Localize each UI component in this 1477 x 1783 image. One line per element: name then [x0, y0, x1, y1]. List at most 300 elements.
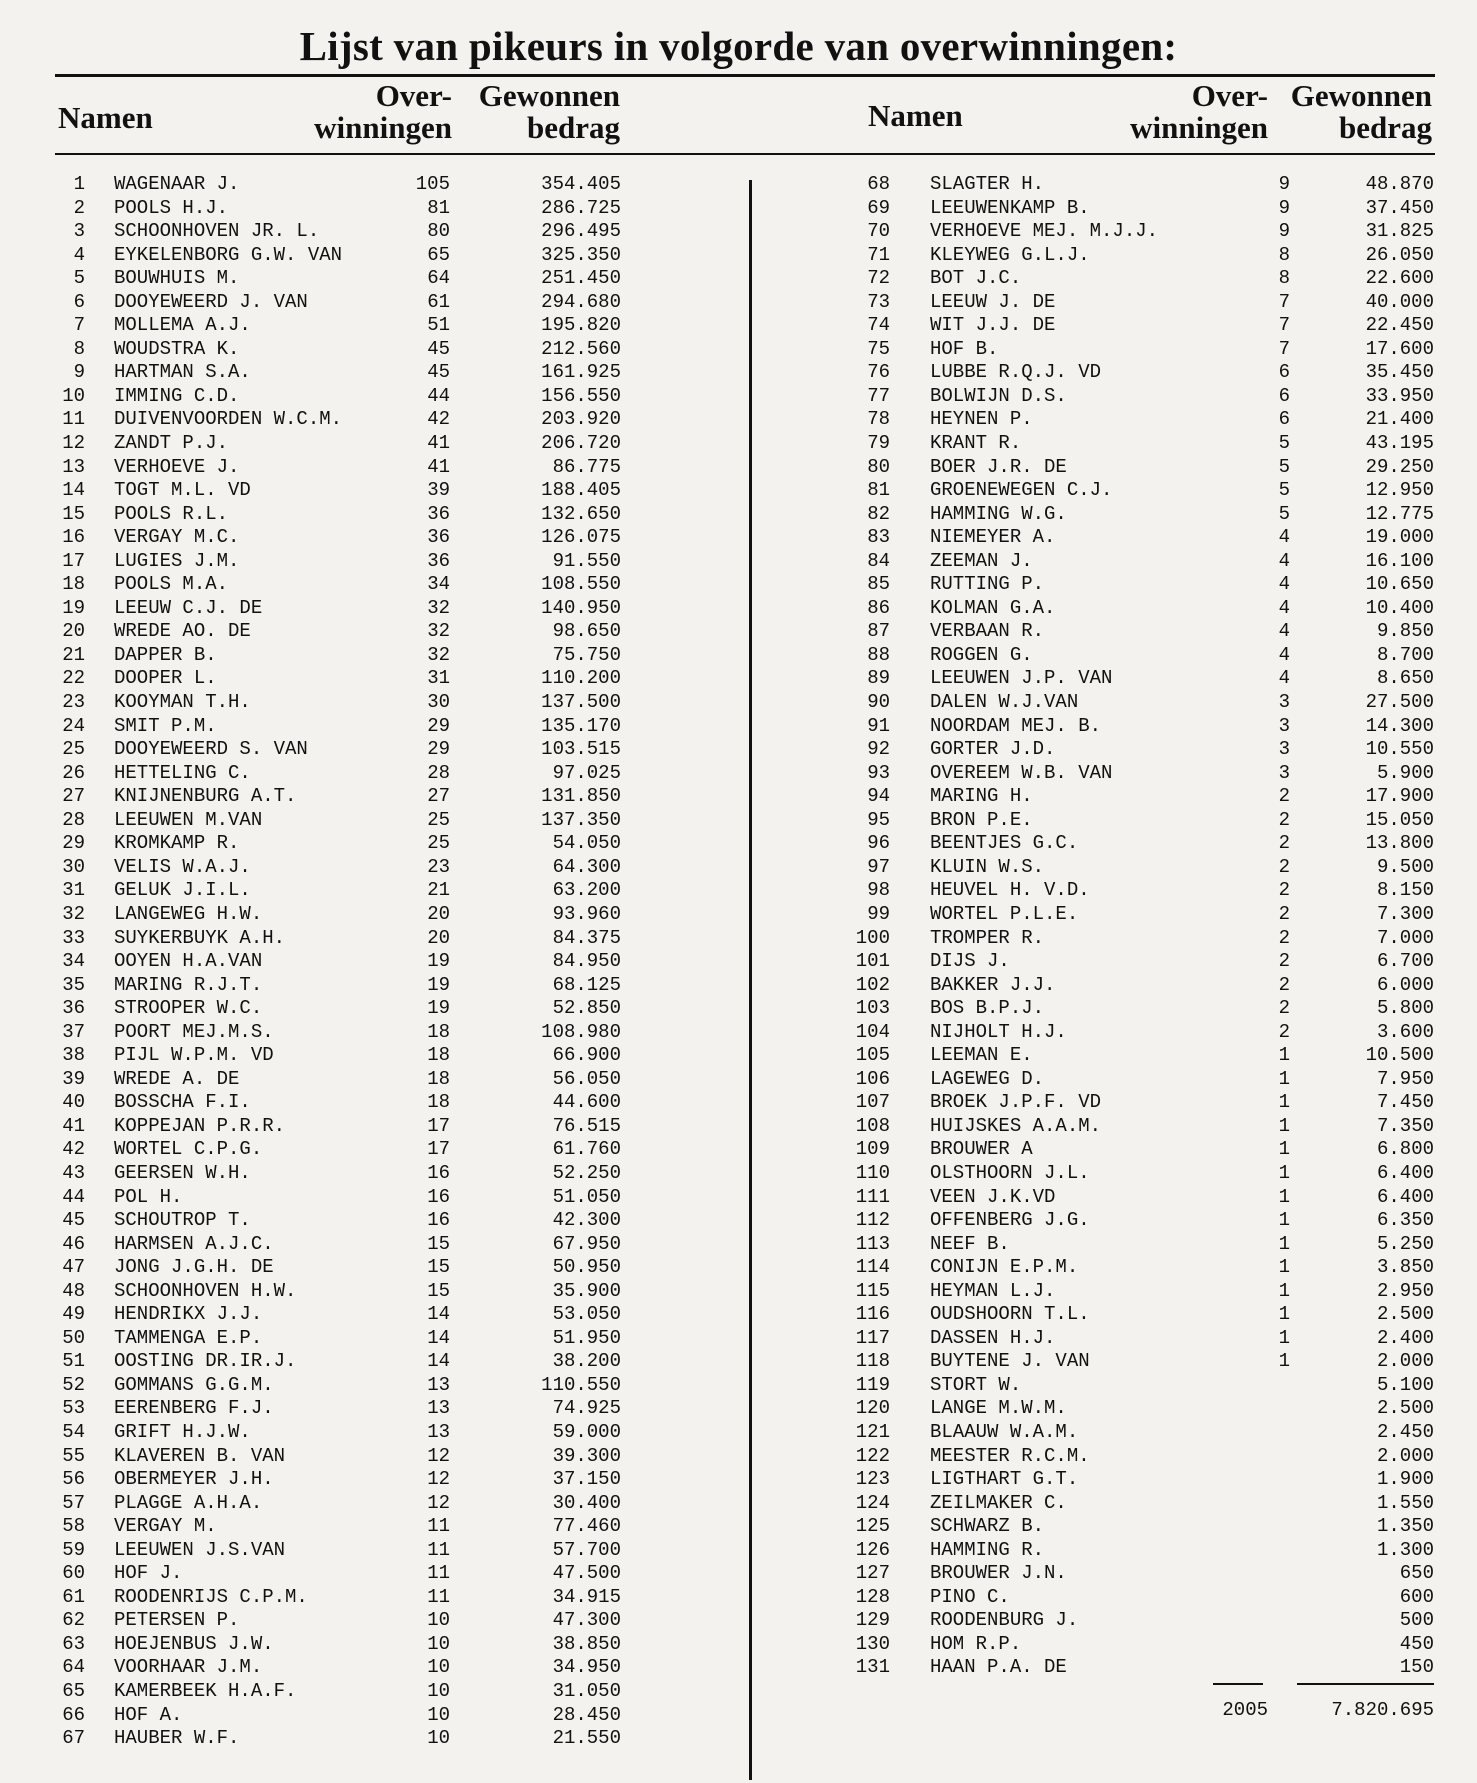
- rank-number: 37: [62, 1020, 85, 1043]
- jockey-name: BROUWER A: [930, 1138, 1033, 1161]
- rank-number: 27: [62, 785, 85, 808]
- prize-amount: 2.450: [1376, 1420, 1434, 1443]
- table-row: [0, 1586, 740, 1610]
- wins-count: 7: [1278, 290, 1290, 313]
- table-row: [0, 1256, 740, 1280]
- wins-count: 1: [1278, 1114, 1290, 1137]
- table-row: [760, 432, 1477, 456]
- rank-number: 119: [855, 1373, 890, 1396]
- table-row: [0, 620, 740, 644]
- jockey-name: KOLMAN G.A.: [930, 596, 1056, 619]
- prize-amount: 251.450: [541, 267, 621, 290]
- jockey-name: GELUK J.I.L.: [114, 879, 251, 902]
- jockey-name: DIJS J.: [930, 950, 1010, 973]
- jockey-name: POOLS H.J.: [114, 196, 229, 219]
- rank-number: 7: [73, 314, 85, 337]
- jockey-name: ZEEMAN J.: [930, 549, 1033, 572]
- jockey-name: OFFENBERG J.G.: [930, 1209, 1090, 1232]
- jockey-name: WOUDSTRA K.: [114, 337, 240, 360]
- prize-amount: 3.850: [1376, 1256, 1434, 1279]
- prize-amount: 47.300: [552, 1609, 621, 1632]
- jockey-name: LANGEWEG H.W.: [114, 902, 263, 925]
- prize-amount: 27.500: [1365, 691, 1434, 714]
- wins-count: 9: [1278, 196, 1290, 219]
- table-row: [0, 1539, 740, 1563]
- table-row: [760, 1397, 1477, 1421]
- table-row: [0, 1327, 740, 1351]
- jockey-name: LEEMAN E.: [930, 1044, 1033, 1067]
- jockey-name: KLUIN W.S.: [930, 855, 1045, 878]
- wins-count: 36: [427, 502, 450, 525]
- jockey-name: POL H.: [114, 1185, 183, 1208]
- rank-number: 11: [62, 408, 85, 431]
- jockey-name: HETTELING C.: [114, 761, 251, 784]
- table-row: [0, 1068, 740, 1092]
- prize-amount: 450: [1399, 1632, 1434, 1655]
- jockey-name: NIEMEYER A.: [930, 526, 1056, 549]
- rank-number: 76: [867, 361, 890, 384]
- prize-amount: 51.050: [552, 1185, 621, 1208]
- table-row: [0, 291, 740, 315]
- rank-number: 16: [62, 526, 85, 549]
- prize-amount: 354.405: [541, 173, 621, 195]
- jockey-name: TAMMENGA E.P.: [114, 1326, 263, 1349]
- jockey-name: WAGENAAR J.: [114, 173, 240, 195]
- rank-number: 32: [62, 902, 85, 925]
- table-row: [0, 1350, 740, 1374]
- wins-count: 10: [427, 1703, 450, 1726]
- prize-amount: 43.195: [1365, 432, 1434, 455]
- wins-count: 41: [427, 432, 450, 455]
- wins-count: 3: [1278, 738, 1290, 761]
- prize-amount: 108.550: [541, 573, 621, 596]
- rank-number: 64: [62, 1656, 85, 1679]
- table-row: [760, 997, 1477, 1021]
- rank-number: 5: [73, 267, 85, 290]
- wins-count: 80: [427, 220, 450, 243]
- jockey-name: BLAAUW W.A.M.: [930, 1420, 1079, 1443]
- rank-number: 65: [62, 1680, 85, 1702]
- jockey-name: WREDE A. DE: [114, 1067, 240, 1090]
- rank-number: 120: [855, 1397, 890, 1420]
- prize-amount: 137.350: [541, 808, 621, 831]
- prize-amount: 8.700: [1376, 643, 1434, 666]
- prize-amount: 66.900: [552, 1044, 621, 1067]
- prize-amount: 140.950: [541, 596, 621, 619]
- jockey-name: HEUVEL H. V.D.: [930, 879, 1090, 902]
- table-row: [0, 1515, 740, 1539]
- jockey-name: OVEREEM W.B. VAN: [930, 761, 1113, 784]
- jockey-name: VERGAY M.: [114, 1515, 217, 1538]
- jockey-name: HENDRIKX J.J.: [114, 1303, 263, 1326]
- table-row: [0, 197, 740, 221]
- wins-count: 4: [1278, 526, 1290, 549]
- table-row: [760, 620, 1477, 644]
- table-row: [760, 550, 1477, 574]
- prize-amount: 132.650: [541, 502, 621, 525]
- prize-amount: 97.025: [552, 761, 621, 784]
- prize-amount: 135.170: [541, 714, 621, 737]
- rank-number: 78: [867, 408, 890, 431]
- table-row: [0, 1445, 740, 1469]
- jockey-name: LEEUW C.J. DE: [114, 596, 263, 619]
- wins-count: 20: [427, 902, 450, 925]
- table-row: [0, 1421, 740, 1445]
- header-wins-line1: Over-: [375, 78, 452, 113]
- prize-amount: 31.050: [552, 1680, 621, 1702]
- prize-amount: 203.920: [541, 408, 621, 431]
- rank-number: 34: [62, 950, 85, 973]
- prize-amount: 5.100: [1376, 1373, 1434, 1396]
- header-amount-right: [1270, 80, 1432, 144]
- jockey-name: CONIJN E.P.M.: [930, 1256, 1079, 1279]
- jockey-name: LUBBE R.Q.J. VD: [930, 361, 1102, 384]
- page-title: Lijst van pikeurs in volgorde van overwinningen:: [299, 23, 1178, 69]
- prize-amount: 500: [1399, 1609, 1434, 1632]
- prize-amount: 30.400: [552, 1491, 621, 1514]
- rank-number: 88: [867, 643, 890, 666]
- table-row: [0, 526, 740, 550]
- prize-amount: 3.600: [1376, 1020, 1434, 1043]
- wins-count: 11: [427, 1515, 450, 1538]
- wins-count: 18: [427, 1044, 450, 1067]
- prize-amount: 68.125: [552, 973, 621, 996]
- jockey-name: GOMMANS G.G.M.: [114, 1373, 274, 1396]
- prize-amount: 16.100: [1365, 549, 1434, 572]
- wins-count: 5: [1278, 432, 1290, 455]
- jockey-name: BOLWIJN D.S.: [930, 384, 1067, 407]
- table-row: [760, 1115, 1477, 1139]
- prize-amount: 86.775: [552, 455, 621, 478]
- table-row: [760, 1515, 1477, 1539]
- jockey-name: BOT J.C.: [930, 267, 1022, 290]
- jockey-name: LUGIES J.M.: [114, 549, 240, 572]
- prize-amount: 212.560: [541, 337, 621, 360]
- rank-number: 41: [62, 1114, 85, 1137]
- table-row: [760, 1656, 1477, 1680]
- wins-count: 25: [427, 808, 450, 831]
- jockey-name: RUTTING P.: [930, 573, 1045, 596]
- jockey-name: VERHOEVE J.: [114, 455, 240, 478]
- table-row: [760, 1138, 1477, 1162]
- wins-count: 3: [1278, 691, 1290, 714]
- jockey-name: BOSSCHA F.I.: [114, 1091, 251, 1114]
- rank-number: 6: [73, 290, 85, 313]
- wins-count: 7: [1278, 314, 1290, 337]
- rank-number: 107: [855, 1091, 890, 1114]
- jockey-name: DOOYEWEERD S. VAN: [114, 738, 308, 761]
- wins-count: 2: [1278, 855, 1290, 878]
- rank-number: 121: [855, 1420, 890, 1443]
- rank-number: 24: [62, 714, 85, 737]
- wins-count: 18: [427, 1020, 450, 1043]
- rank-number: 95: [867, 808, 890, 831]
- rank-number: 29: [62, 832, 85, 855]
- jockey-name: MOLLEMA A.J.: [114, 314, 251, 337]
- jockey-name: LEEUWEN J.P. VAN: [930, 667, 1113, 690]
- table-row: [760, 1539, 1477, 1563]
- table-row: [0, 1044, 740, 1068]
- rank-number: 94: [867, 785, 890, 808]
- prize-amount: 17.600: [1365, 337, 1434, 360]
- prize-amount: 74.925: [552, 1397, 621, 1420]
- wins-count: 9: [1278, 173, 1290, 195]
- table-row: [0, 903, 740, 927]
- rank-number: 61: [62, 1585, 85, 1608]
- rank-number: 122: [855, 1444, 890, 1467]
- prize-amount: 42.300: [552, 1209, 621, 1232]
- wins-count: 3: [1278, 714, 1290, 737]
- table-row: [0, 1680, 740, 1704]
- prize-amount: 325.350: [541, 243, 621, 266]
- rank-number: 43: [62, 1161, 85, 1184]
- prize-amount: 29.250: [1365, 455, 1434, 478]
- jockey-name: BAKKER J.J.: [930, 973, 1056, 996]
- header-amount-line2: bedrag: [527, 110, 620, 145]
- prize-amount: 8.150: [1376, 879, 1434, 902]
- prize-amount: 7.350: [1376, 1114, 1434, 1137]
- jockey-name: HOF B.: [930, 337, 999, 360]
- rank-number: 58: [62, 1515, 85, 1538]
- prize-amount: 40.000: [1365, 290, 1434, 313]
- prize-amount: 15.050: [1365, 808, 1434, 831]
- prize-amount: 48.870: [1365, 173, 1434, 195]
- jockey-name: SUYKERBUYK A.H.: [114, 926, 286, 949]
- table-row: [760, 220, 1477, 244]
- table-row: [0, 879, 740, 903]
- table-row: [760, 291, 1477, 315]
- column-divider: [749, 180, 752, 1780]
- rank-number: 30: [62, 855, 85, 878]
- table-row: [760, 1280, 1477, 1304]
- table-row: [760, 1186, 1477, 1210]
- wins-count: 15: [427, 1279, 450, 1302]
- prize-amount: 31.825: [1365, 220, 1434, 243]
- rank-number: 117: [855, 1326, 890, 1349]
- wins-count: 19: [427, 973, 450, 996]
- rank-number: 63: [62, 1632, 85, 1655]
- jockey-name: WREDE AO. DE: [114, 620, 251, 643]
- jockey-name: VERBAAN R.: [930, 620, 1045, 643]
- table-row: [760, 338, 1477, 362]
- prize-amount: 6.700: [1376, 950, 1434, 973]
- prize-amount: 1.300: [1376, 1538, 1434, 1561]
- wins-count: 2: [1278, 902, 1290, 925]
- table-row: [760, 644, 1477, 668]
- table-row: [0, 597, 740, 621]
- header-wins-line2: winningen: [314, 110, 452, 145]
- wins-count: 14: [427, 1303, 450, 1326]
- rank-number: 114: [855, 1256, 890, 1279]
- rank-number: 72: [867, 267, 890, 290]
- jockey-name: HOF J.: [114, 1562, 183, 1585]
- rank-number: 12: [62, 432, 85, 455]
- table-row: [760, 597, 1477, 621]
- jockey-name: BUYTENE J. VAN: [930, 1350, 1090, 1373]
- table-row: [760, 1374, 1477, 1398]
- prize-amount: 28.450: [552, 1703, 621, 1726]
- wins-count: 6: [1278, 408, 1290, 431]
- prize-amount: 13.800: [1365, 832, 1434, 855]
- table-row: [0, 314, 740, 338]
- rank-number: 46: [62, 1232, 85, 1255]
- table-row: [760, 479, 1477, 503]
- header-amount-line1: Gewonnen: [478, 78, 620, 113]
- jockey-name: PETERSEN P.: [114, 1609, 240, 1632]
- table-row: [760, 1586, 1477, 1610]
- jockey-name: STORT W.: [930, 1373, 1022, 1396]
- jockey-name: WORTEL P.L.E.: [930, 902, 1079, 925]
- wins-count: 44: [427, 384, 450, 407]
- prize-amount: 5.250: [1376, 1232, 1434, 1255]
- jockey-name: PIJL W.P.M. VD: [114, 1044, 274, 1067]
- rank-number: 118: [855, 1350, 890, 1373]
- wins-count: 19: [427, 997, 450, 1020]
- table-row: [0, 1091, 740, 1115]
- jockey-name: WIT J.J. DE: [930, 314, 1056, 337]
- jockey-name: POORT MEJ.M.S.: [114, 1020, 274, 1043]
- jockey-name: VEEN J.K.VD: [930, 1185, 1056, 1208]
- prize-amount: 10.650: [1365, 573, 1434, 596]
- rank-number: 66: [62, 1703, 85, 1726]
- jockey-name: LAGEWEG D.: [930, 1067, 1045, 1090]
- prize-amount: 5.800: [1376, 997, 1434, 1020]
- wins-count: 105: [415, 173, 450, 195]
- jockey-name: MARING H.: [930, 785, 1033, 808]
- wins-count: 16: [427, 1161, 450, 1184]
- jockey-name: DOOYEWEERD J. VAN: [114, 290, 308, 313]
- rank-number: 35: [62, 973, 85, 996]
- rank-number: 47: [62, 1256, 85, 1279]
- prize-amount: 98.650: [552, 620, 621, 643]
- prize-amount: 26.050: [1365, 243, 1434, 266]
- rank-number: 49: [62, 1303, 85, 1326]
- table-row: [760, 1492, 1477, 1516]
- prize-amount: 600: [1399, 1585, 1434, 1608]
- prize-amount: 75.750: [552, 643, 621, 666]
- wins-count: 28: [427, 761, 450, 784]
- wins-count: 29: [427, 738, 450, 761]
- table-row: [0, 667, 740, 691]
- jockey-name: BROEK J.P.F. VD: [930, 1091, 1102, 1114]
- prize-amount: 6.400: [1376, 1185, 1434, 1208]
- rank-number: 54: [62, 1420, 85, 1443]
- rank-number: 50: [62, 1326, 85, 1349]
- rank-number: 99: [867, 902, 890, 925]
- rank-number: 18: [62, 573, 85, 596]
- table-row: [0, 1397, 740, 1421]
- rank-number: 91: [867, 714, 890, 737]
- prize-amount: 54.050: [552, 832, 621, 855]
- rank-number: 124: [855, 1491, 890, 1514]
- rank-number: 113: [855, 1232, 890, 1255]
- prize-amount: 156.550: [541, 384, 621, 407]
- table-row: [0, 503, 740, 527]
- table-row: [760, 1303, 1477, 1327]
- prize-amount: 17.900: [1365, 785, 1434, 808]
- table-row: [0, 432, 740, 456]
- wins-count: 1: [1278, 1350, 1290, 1373]
- wins-count: 23: [427, 855, 450, 878]
- rank-number: 129: [855, 1609, 890, 1632]
- rank-number: 9: [73, 361, 85, 384]
- jockey-name: HARMSEN A.J.C.: [114, 1232, 274, 1255]
- prize-amount: 39.300: [552, 1444, 621, 1467]
- wins-count: 11: [427, 1585, 450, 1608]
- wins-count: 9: [1278, 220, 1290, 243]
- rank-number: 2: [73, 196, 85, 219]
- wins-count: 5: [1278, 479, 1290, 502]
- table-row: [0, 974, 740, 998]
- wins-count: 10: [427, 1609, 450, 1632]
- jockey-name: KLAVEREN B. VAN: [114, 1444, 286, 1467]
- rank-number: 106: [855, 1067, 890, 1090]
- table-row: [760, 1421, 1477, 1445]
- table-row: [760, 1562, 1477, 1586]
- rank-number: 60: [62, 1562, 85, 1585]
- jockey-name: SCHOONHOVEN H.W.: [114, 1279, 297, 1302]
- total-wins-rule: [1213, 1683, 1263, 1685]
- wins-count: 3: [1278, 761, 1290, 784]
- prize-amount: 8.650: [1376, 667, 1434, 690]
- rank-number: 23: [62, 691, 85, 714]
- rank-number: 104: [855, 1020, 890, 1043]
- prize-amount: 650: [1399, 1562, 1434, 1585]
- wins-count: 18: [427, 1067, 450, 1090]
- rank-number: 77: [867, 384, 890, 407]
- jockey-name: HAMMING R.: [930, 1538, 1045, 1561]
- table-row: [0, 1115, 740, 1139]
- rank-number: 109: [855, 1138, 890, 1161]
- prize-amount: 6.400: [1376, 1161, 1434, 1184]
- prize-amount: 33.950: [1365, 384, 1434, 407]
- wins-count: 1: [1278, 1326, 1290, 1349]
- jockey-name: HAMMING W.G.: [930, 502, 1067, 525]
- rank-number: 71: [867, 243, 890, 266]
- rank-number: 42: [62, 1138, 85, 1161]
- table-row: [0, 1138, 740, 1162]
- prize-amount: 2.000: [1376, 1350, 1434, 1373]
- wins-count: 13: [427, 1373, 450, 1396]
- wins-count: 8: [1278, 267, 1290, 290]
- jockey-name: POOLS R.L.: [114, 502, 229, 525]
- prize-amount: 63.200: [552, 879, 621, 902]
- table-row: [0, 1468, 740, 1492]
- table-row: [0, 785, 740, 809]
- wins-count: 1: [1278, 1067, 1290, 1090]
- prize-amount: 47.500: [552, 1562, 621, 1585]
- jockey-name: KAMERBEEK H.A.F.: [114, 1680, 297, 1702]
- rank-number: 98: [867, 879, 890, 902]
- table-row: [0, 1303, 740, 1327]
- rank-number: 20: [62, 620, 85, 643]
- rank-number: 86: [867, 596, 890, 619]
- wins-count: 1: [1278, 1256, 1290, 1279]
- rank-number: 45: [62, 1209, 85, 1232]
- wins-count: 42: [427, 408, 450, 431]
- prize-amount: 37.450: [1365, 196, 1434, 219]
- prize-amount: 91.550: [552, 549, 621, 572]
- rank-number: 81: [867, 479, 890, 502]
- rank-number: 115: [855, 1279, 890, 1302]
- table-row: [0, 691, 740, 715]
- wins-count: 25: [427, 832, 450, 855]
- header-names-left: Namen: [58, 100, 153, 135]
- rank-number: 31: [62, 879, 85, 902]
- jockey-name: BOUWHUIS M.: [114, 267, 240, 290]
- rank-number: 19: [62, 596, 85, 619]
- jockey-name: LEEUW J. DE: [930, 290, 1056, 313]
